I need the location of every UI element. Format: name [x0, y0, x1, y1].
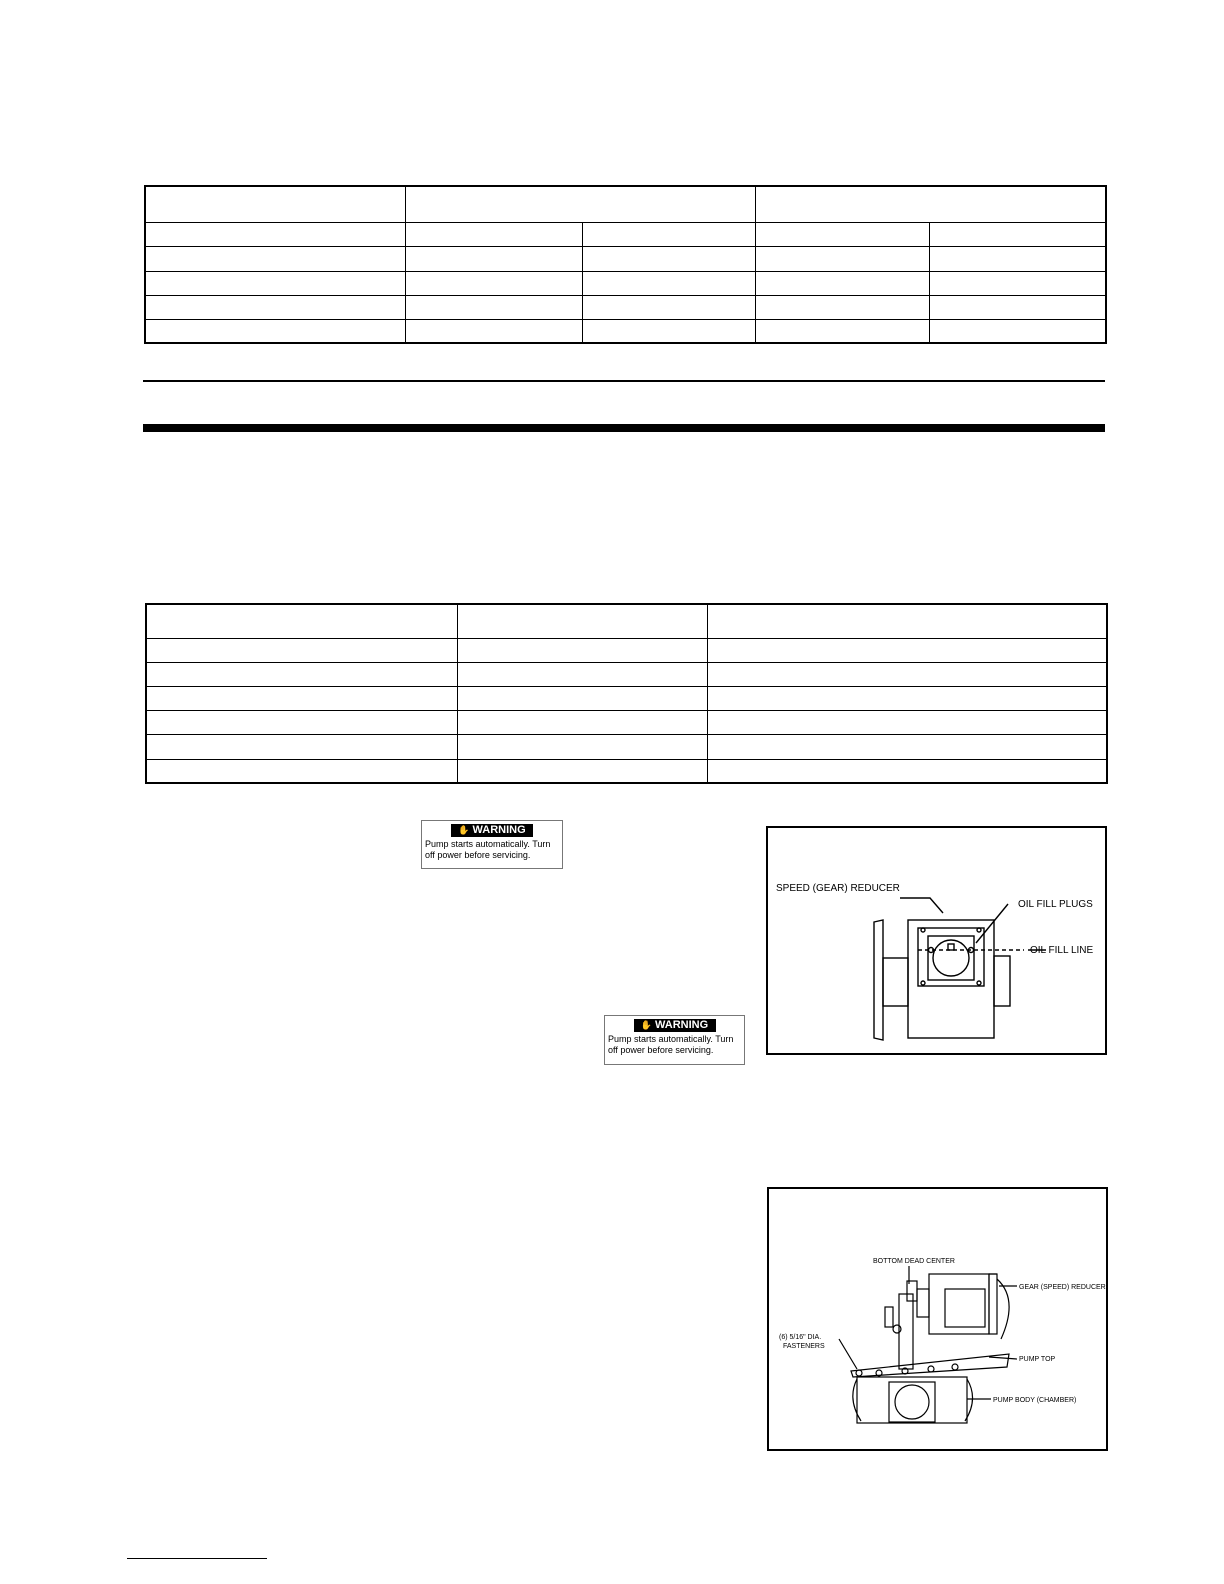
warning-header	[451, 824, 533, 837]
table-cell	[457, 662, 707, 686]
table-header-cell	[405, 186, 755, 222]
table-header-cell	[146, 604, 457, 638]
table-cell	[457, 686, 707, 710]
table-header-cell	[707, 604, 1107, 638]
table-cell	[929, 271, 1106, 295]
table-cell	[582, 295, 755, 319]
warning-title: WARNING	[472, 824, 526, 836]
table-cell	[707, 686, 1107, 710]
label-pump-top: PUMP TOP	[1019, 1356, 1056, 1363]
speed-reducer-diagram	[768, 828, 1105, 1053]
table-cell	[145, 319, 405, 343]
mounting-flange	[874, 920, 883, 1040]
table-cell	[457, 638, 707, 662]
pump-assembly-diagram	[769, 1189, 1106, 1449]
label-oil-fill-line: OIL FILL LINE	[1030, 945, 1094, 956]
table-cell	[405, 222, 582, 246]
table-cell	[582, 246, 755, 271]
table-cell	[145, 271, 405, 295]
table-cell	[457, 759, 707, 783]
section-divider-thin	[143, 380, 1105, 382]
label-gear-reducer: GEAR (SPEED) REDUCER	[1019, 1284, 1106, 1291]
label-bottom-dead-center: BOTTOM DEAD CENTER	[873, 1258, 955, 1265]
table-cell	[582, 319, 755, 343]
table-header-cell	[145, 186, 405, 222]
table-cell	[929, 246, 1106, 271]
label-oil-fill-plugs: OIL FILL PLUGS	[1018, 899, 1093, 910]
label-pump-body: PUMP BODY (CHAMBER)	[993, 1397, 1077, 1404]
table-cell	[707, 638, 1107, 662]
table-cell	[146, 759, 457, 783]
table-cell	[929, 295, 1106, 319]
table-header-cell	[457, 604, 707, 638]
input-shaft-housing	[883, 958, 908, 1006]
table-cell	[929, 222, 1106, 246]
gear-reducer-body	[929, 1274, 989, 1334]
table-cell	[405, 319, 582, 343]
table-cell	[755, 222, 929, 246]
table-cell	[405, 295, 582, 319]
label-fasteners-qty: (6) 5/16" DIA.	[779, 1334, 822, 1341]
table-cell	[755, 319, 929, 343]
table-cell	[929, 319, 1106, 343]
table-cell	[707, 710, 1107, 734]
footnote-divider	[127, 1558, 267, 1559]
table-header-cell	[755, 186, 1106, 222]
table-cell	[405, 271, 582, 295]
table-cell	[405, 246, 582, 271]
table-cell	[707, 662, 1107, 686]
pump-top	[851, 1354, 1009, 1377]
table-cell	[707, 759, 1107, 783]
connecting-rod	[899, 1294, 913, 1369]
warning-text: Pump starts automatically. Turn off power before servicing.	[425, 839, 551, 860]
table-cell	[457, 710, 707, 734]
hand-icon: ✋	[458, 825, 470, 835]
table-cell	[145, 246, 405, 271]
table-cell	[146, 710, 457, 734]
table-cell	[755, 295, 929, 319]
hand-icon: ✋	[640, 1020, 653, 1030]
table-cell	[146, 638, 457, 662]
warning-text: Pump starts automatically. Turn off power before servicing.	[608, 1034, 734, 1055]
label-speed-reducer: SPEED (GEAR) REDUCER	[776, 883, 900, 894]
figure-speed-reducer	[766, 826, 1107, 1055]
table-cell	[145, 295, 405, 319]
warning-title: WARNING	[655, 1019, 709, 1031]
fastener	[952, 1364, 958, 1370]
pump-port	[895, 1385, 929, 1419]
figure-pump-assembly	[767, 1187, 1108, 1451]
specification-table-1	[144, 185, 1107, 344]
table-cell	[146, 734, 457, 759]
table-cell	[755, 271, 929, 295]
section-divider-thick	[143, 424, 1105, 432]
pump-body	[857, 1377, 967, 1423]
table-cell	[146, 686, 457, 710]
table-cell	[582, 271, 755, 295]
warning-label	[604, 1015, 745, 1065]
fastener	[856, 1370, 862, 1376]
table-cell	[145, 222, 405, 246]
warning-label	[421, 820, 563, 869]
table-cell	[582, 222, 755, 246]
table-cell	[146, 662, 457, 686]
table-cell	[457, 734, 707, 759]
fastener	[928, 1366, 934, 1372]
warning-header	[634, 1019, 716, 1032]
label-fasteners: FASTENERS	[783, 1343, 825, 1350]
table-cell	[707, 734, 1107, 759]
output-housing	[994, 956, 1010, 1006]
specification-table-2	[145, 603, 1108, 784]
output-shaft	[933, 940, 969, 976]
table-cell	[755, 246, 929, 271]
